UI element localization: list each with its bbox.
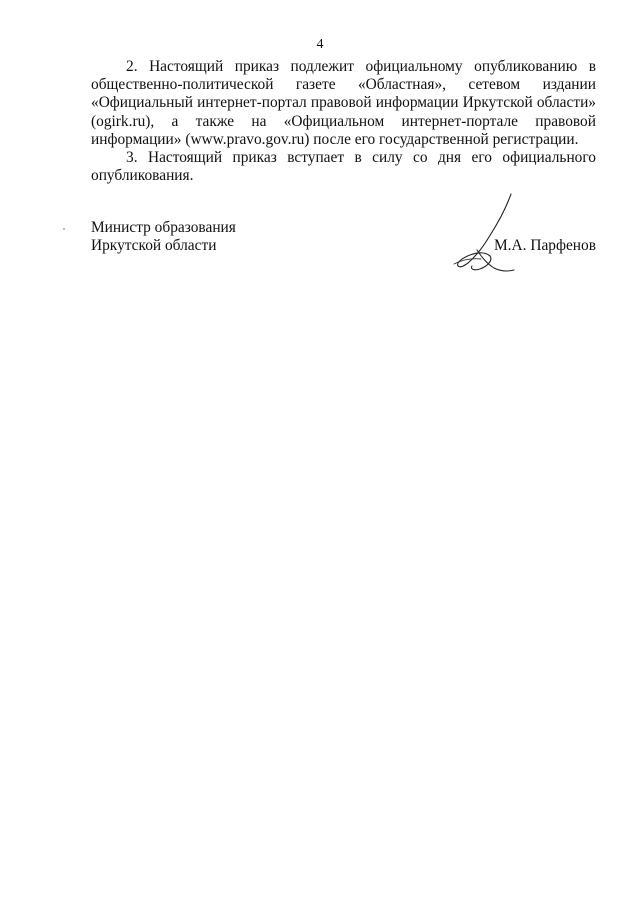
signatory-position-line-2: Иркутской области: [91, 237, 217, 254]
paragraph-effective-date: 3. Настоящий приказ вступает в силу со дня его официального опубликования.: [91, 149, 596, 185]
page-number: 4: [316, 37, 324, 52]
handwritten-signature: [448, 190, 528, 275]
signatory-name: М.А. Парфенов: [494, 237, 596, 254]
scan-speck: [63, 228, 65, 230]
document-body: [91, 58, 596, 185]
paragraph-publication: 2. Настоящий приказ подлежит официальному опубликованию в общественно-политической газете «Областная», сетевом издании «Официальный интернет-портал правовой информации Иркутской области» (ogirk.ru), а также на «Официальном интернет-портале правовой информации» (www.pravo.gov.ru) после его государственной регистрации.: [91, 58, 596, 148]
signatory-position-line-1: Министр образования: [91, 219, 236, 236]
